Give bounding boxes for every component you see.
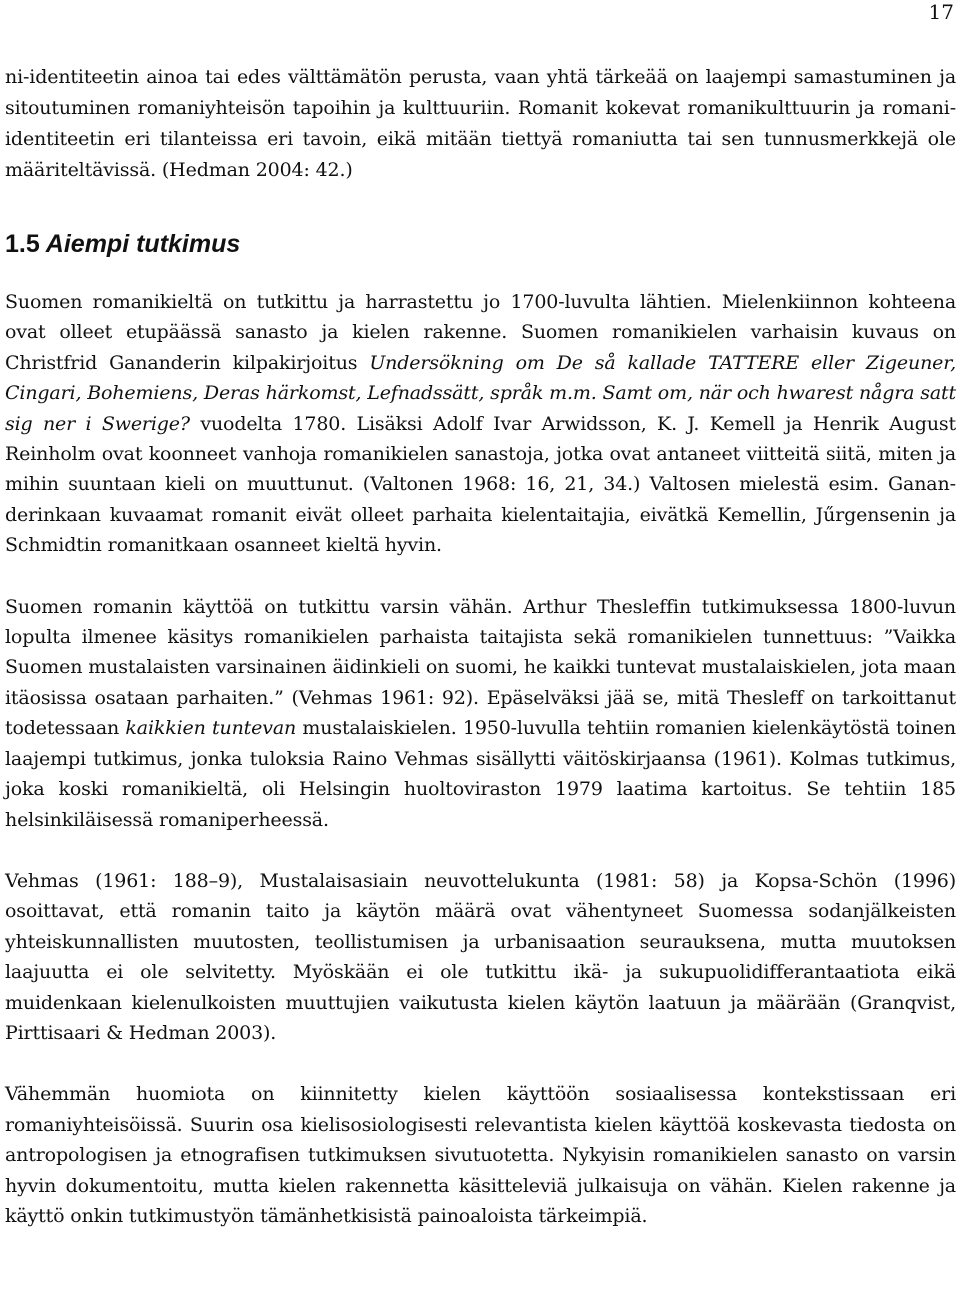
paragraph-decline: Vehmas (1961: 188–9), Mustalaisasiain neuvottelukunta (1981: 58) ja Kopsa-Schön (1996) osoittavat, että romanin taito ja käytön määrä ovat vähentyneet Suomessa sodanjälkeisten yhteiskunnallisten muutosten, teollistumisen ja urbanisaation seurauksena, mutta muutoksen laajuutta ei ole selvitetty. Myöskään ei ole tutkittu ikä- ja sukupuolidifferantaatiota eikä muidenkaan kielenulkoisten muuttujien vaikutusta kielen käytön laatuun ja määrään (Granqvist, Pirttisaari & Hedman 2003). <box>5 869 956 1044</box>
section-number: 1.5 <box>5 230 40 258</box>
paragraph-early-research <box>5 287 956 561</box>
paragraph-usage-research <box>5 592 956 835</box>
intro-paragraph: ni-identiteetin ainoa tai edes välttämätön perusta, vaan yhtä tärkeää on laajempi samastuminen ja sitoutuminen romaniyhteisön tapoihin ja kulttuuriin. Romanit kokevat romanikulttuurin ja romani-identiteetin eri tilanteissa eri tavoin, eikä mitään tiettyä romaniutta tai sen tunnusmerkkejä ole määriteltävissä. (Hedman 2004: 42.) <box>5 66 956 181</box>
page-number: 17 <box>928 0 954 24</box>
paragraph-usage-research-part-a: Suomen romanin käyttöä on tutkittu varsin vähän. Arthur Thesleffin tutkimuksessa 1800-luvun lopulta ilmenee käsitys romanikielen parhaista taitajista sekä romanikielen tunnettuus: ”Vaikka Suomen mustalaisten varsinainen äidinkieli on suomi, he kaikki tuntevat mustalaiskielen, jota maan itäosissa osataan parhaiten.” (Vehmas 1961: 92). Epäselväksi jää se, mitä Thesleff on tarkoittanut todetessaan <box>5 595 956 740</box>
document-body <box>5 62 956 1231</box>
paragraph-social-context: Vähemmän huomiota on kiinnitetty kielen käyttöön sosiaalisessa kontekstissaan eri romaniyhteisöissä. Suurin osa kielisosiologisesti relevantista kielen käyttöä koskevasta tiedosta on antropologisen ja etnografisen tutkimuksen sivutuotetta. Nykyisin romanikielen sanasto on varsin hyvin dokumentoitu, mutta kielen rakennetta käsitteleviä julkaisuja on vähän. Kielen rakenne ja käyttö onkin tutkimustyön tämänhetkisistä painoaloista tärkeimpiä. <box>5 1083 956 1227</box>
paragraph-usage-research-part-b: mustalaiskielen. 1950-luvulla tehtiin romanien kielenkäytöstä toinen laajempi tutkimus, jonka tuloksia Raino Vehmas sisällytti väitöskirjaansa (1961). Kolmas tutkimus, joka koski romanikieltä, oli Helsingin huoltoviraston 1979 laatima kartoitus. Se tehtiin 185 helsinkiläisessä romaniperheessä. <box>5 717 956 831</box>
paragraph-early-research-part-a: Suomen romanikieltä on tutkittu ja harrastettu jo 1700-luvulta lähtien. Mielenkiinnon kohteena ovat olleet etupäässä sanasto ja kielen rakenne. Suomen romanikielen varhaisin kuvaus on Christfrid Gananderin kilpakirjoitus <box>5 291 956 374</box>
section-heading <box>5 228 956 260</box>
section-title: Aiempi tutkimus <box>45 230 241 258</box>
paragraph-early-research-part-b: vuodelta 1780. Lisäksi Adolf Ivar Arwidsson, K. J. Kemell ja Henrik August Reinholm ovat koonneet vanhoja romanikielen sanastoja, jotka ovat antaneet viitteitä siitä, miten ja mihin suuntaan kieli on muuttunut. (Valtonen 1968: 16, 21, 34.) Valtosen mielestä esim. Gananderinkaan kuvaamat romanit eivät olleet parhaita kielentaitajia, eivätkä Kemellin, Jűrgensenin ja Schmidtin romanitkaan osanneet kieltä hyvin. <box>5 412 956 557</box>
italic-phrase: kaikkien tuntevan <box>125 717 297 740</box>
ganander-work-title: Undersökning om De så kallade TATTERE eller Zigeuner, Cingari, Bohemiens, Deras härkomst, Lefnadssätt, språk m.m. Samt om, när och hwarest några satt sig ner i Swerige? <box>5 351 956 435</box>
